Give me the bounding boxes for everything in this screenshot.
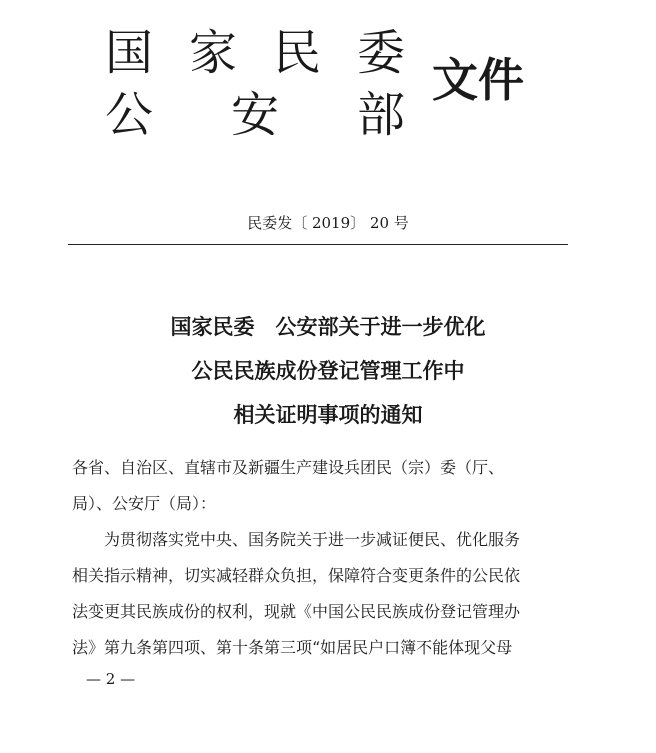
issuer-char: 国 — [105, 25, 154, 81]
addressee-line: 局）、公安厅（局）： — [72, 494, 217, 513]
document-title-line: 国家民委 公安部关于进一步优化 — [170, 315, 486, 339]
header-divider — [68, 244, 568, 245]
document-number: 民委发〔 2019〕 20 号 — [247, 214, 409, 232]
paragraph-line: 法》第九条第四项、第十条第三项“如居民户口簿不能体现父母 — [72, 638, 513, 657]
issuer-ethnic-affairs-commission — [105, 25, 405, 81]
issuer-char: 公 — [105, 87, 154, 143]
issuer-public-security — [105, 87, 405, 143]
issuer-char: 民 — [273, 25, 322, 81]
issuer-char: 家 — [189, 25, 238, 81]
paragraph-line: 相关指示精神，切实减轻群众负担，保障符合变更条件的公民依 — [72, 566, 521, 585]
document-title-line: 相关证明事项的通知 — [233, 403, 423, 427]
document-type-label: 文件 — [432, 53, 524, 107]
paragraph-line: 法变更其民族成份的权利，现就《中国公民民族成份登记管理办 — [72, 602, 521, 621]
issuer-char: 委 — [357, 25, 406, 81]
paragraph-line: 为贯彻落实党中央、国务院关于进一步减证便民、优化服务 — [104, 530, 521, 549]
document-title-line: 公民民族成份登记管理工作中 — [191, 359, 465, 383]
page-number: — 2 — — [86, 670, 136, 688]
issuing-authorities — [105, 25, 405, 145]
addressee-line: 各省、自治区、直辖市及新疆生产建设兵团民（宗）委（厅、 — [72, 458, 505, 477]
issuer-char: 部 — [357, 87, 406, 143]
issuer-char: 安 — [231, 87, 280, 143]
